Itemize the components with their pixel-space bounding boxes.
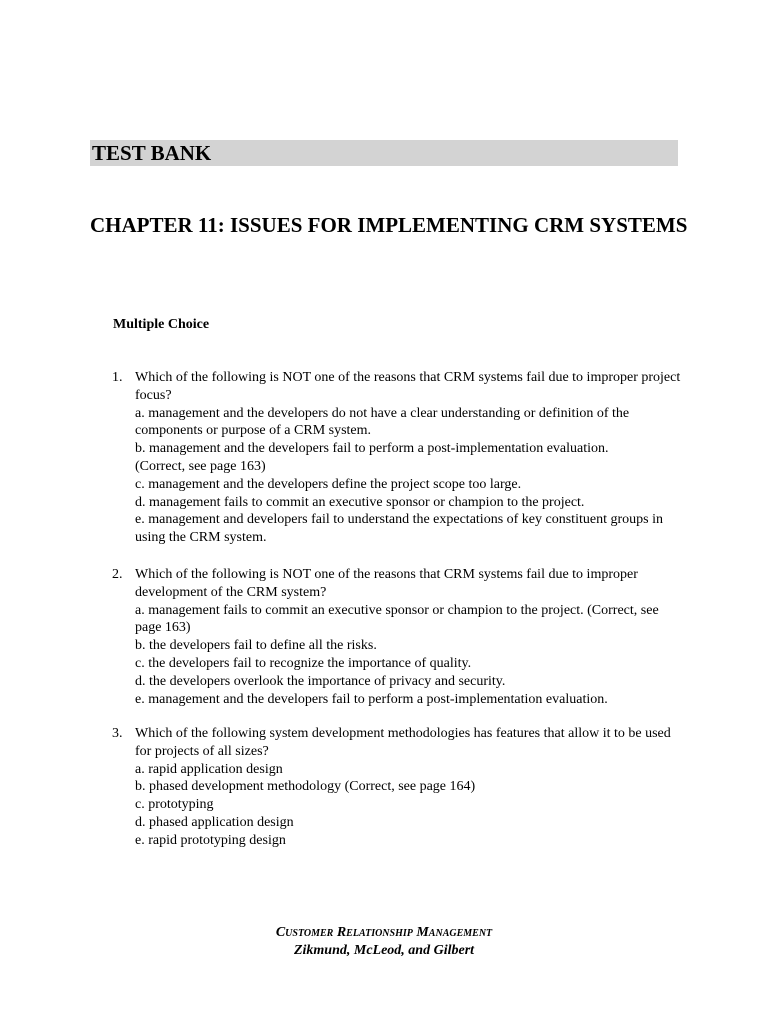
test-bank-banner [90, 140, 678, 166]
answer-option-b: b. management and the developers fail to perform a post-implementation evaluation. [135, 441, 609, 457]
answer-option-e: e. rapid prototyping design [135, 832, 286, 848]
question-body [135, 725, 682, 850]
question-stem: Which of the following system development methodologies has features that allow it to be used for projects of all sizes? [135, 726, 671, 759]
answer-option-a: a. management and the developers do not have a clear understanding or definition of the components or purpose of a CRM system. [135, 405, 630, 439]
answer-option-c: c. the developers fail to recognize the importance of quality. [135, 655, 472, 671]
answer-option-d: d. management fails to commit an executive sponsor or champion to the project. [135, 494, 585, 510]
page-footer [0, 924, 768, 960]
question-body [135, 369, 682, 547]
question-number: 1. [112, 370, 123, 385]
answer-option-a: a. rapid application design [135, 761, 283, 777]
question-number: 2. [112, 567, 123, 582]
answer-option-d: d. phased application design [135, 814, 294, 830]
answer-option-a: a. management fails to commit an executive sponsor or champion to the project. (Correct, see page 163) [135, 602, 659, 636]
answer-option-e: e. management and developers fail to understand the expectations of key constituent groups in using the CRM system. [135, 512, 663, 546]
answer-option-c: c. prototyping [135, 797, 214, 813]
question-stem: Which of the following is NOT one of the reasons that CRM systems fail due to improper development of the CRM system? [135, 567, 638, 600]
answer-option-e: e. management and the developers fail to perform a post-implementation evaluation. [135, 691, 608, 707]
section-heading: Multiple Choice [113, 317, 210, 332]
answer-option-c: c. management and the developers define the project scope too large. [135, 476, 522, 492]
correct-answer-note: (Correct, see page 163) [135, 458, 266, 474]
chapter-title: CHAPTER 11: ISSUES FOR IMPLEMENTING CRM SYSTEMS [90, 213, 688, 237]
question-3 [112, 725, 682, 850]
answer-option-b: b. phased development methodology (Correct, see page 164) [135, 779, 476, 795]
question-1 [112, 369, 682, 547]
question-2 [112, 566, 682, 708]
footer-authors: Zikmund, McLeod, and Gilbert [293, 943, 475, 958]
question-number: 3. [112, 726, 123, 741]
banner-title: TEST BANK [92, 141, 212, 165]
answer-option-d: d. the developers overlook the importance of privacy and security. [135, 673, 506, 689]
question-stem: Which of the following is NOT one of the reasons that CRM systems fail due to improper project focus? [135, 370, 681, 403]
question-body [135, 566, 682, 708]
answer-option-b: b. the developers fail to define all the risks. [135, 638, 377, 654]
footer-book-title: Customer Relationship Management [275, 925, 493, 940]
